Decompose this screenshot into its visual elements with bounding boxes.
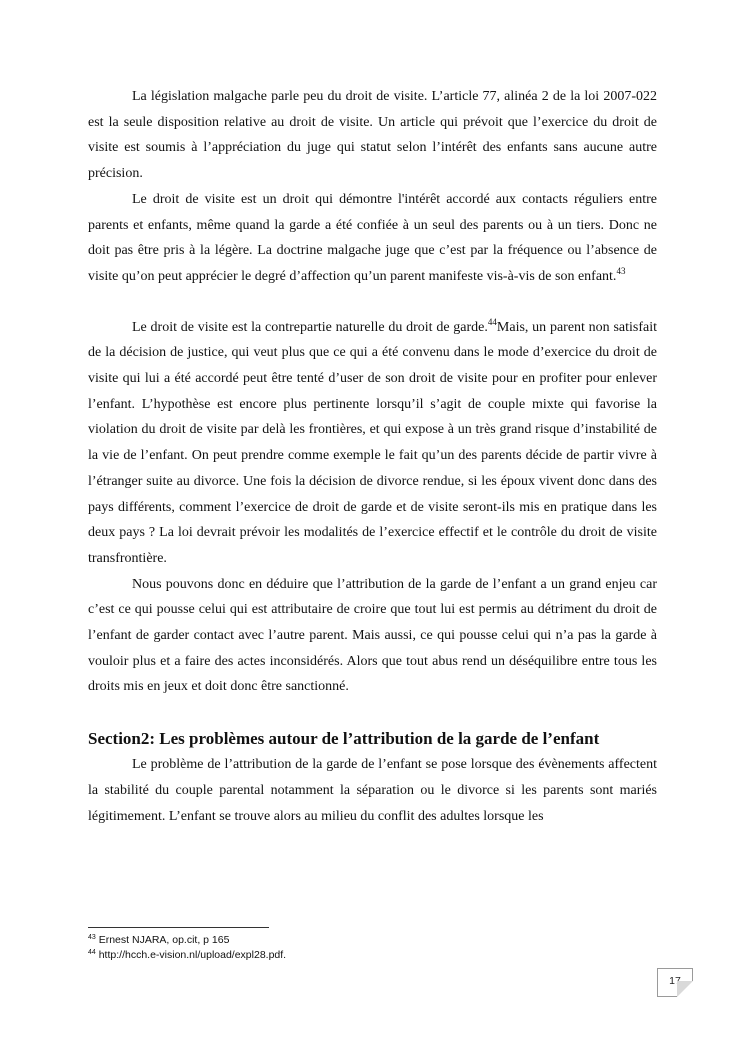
footnote-divider	[88, 927, 269, 928]
paragraph-text: Le droit de visite est un droit qui démontre l'intérêt accordé aux contacts réguliers entre parents et enfants, même quand la garde a été confiée à un seul des parents ou à un tiers. Donc ne doit pas être pris à la légère. La doctrine malgache juge que c’est par la fréquence ou l’absence de visite qu’on peut apprécier le degré d’affection qu’un parent manifeste vis-à-vis de son enfant.	[88, 191, 657, 284]
paragraph-text: La législation malgache parle peu du droit de visite. L’article 77, alinéa 2 de la loi 2007-022 est la seule disposition relative au droit de visite. Un article qui prévoit que l’exercice du droit de visite est soumis à l’appréciation du juge qui statut selon l’intérêt des enfants sans aucune autre précision.	[88, 89, 657, 182]
footnotes	[88, 933, 588, 962]
footnote-item	[88, 948, 588, 963]
paragraph-text: Le problème de l’attribution de la garde de l’enfant se pose lorsque des évènements affectent la stabilité du couple parental notamment la séparation ou le divorce si les parents sont mariés légitimement. L’enfant se trouve alors au milieu du conflit des adultes lorsque les	[88, 757, 657, 824]
paragraph-visitation-law	[88, 84, 657, 187]
footnote-item	[88, 933, 588, 948]
paragraph-custody-stakes	[88, 572, 657, 701]
footnote-text: Ernest NJARA, op.cit, p 165	[98, 934, 230, 946]
page-body	[88, 84, 657, 829]
footnote-number: 43	[88, 934, 96, 941]
paragraph-text: Le droit de visite est la contrepartie naturelle du droit de garde.	[132, 319, 488, 335]
page-number: 17	[669, 975, 681, 987]
footnote-ref-43[interactable]: 43	[616, 265, 626, 276]
paragraph-custody-problem	[88, 752, 657, 829]
section-heading: Section2: Les problèmes autour de l’attribution de la garde de l’enfant	[88, 729, 600, 749]
footnote-link[interactable]: http://hcch.e-vision.nl/upload/expl28.pdf.	[98, 948, 287, 961]
paragraph-text: Nous pouvons donc en déduire que l’attribution de la garde de l’enfant a un grand enjeu car c’est ce qui pousse celui qui est attributaire de croire que tout lui est permis au détriment du droit de l’enfant de garder contact avec l’autre parent. Mais aussi, ce qui pousse celui qui n’a pas la garde à vouloir plus et a faire des actes inconsidérés. Alors que tout abus rend un déséquilibre entre tous les droits mis en jeux et doit donc être sanctionné.	[88, 576, 657, 695]
footnote-ref-44[interactable]: 44	[487, 316, 497, 327]
paragraph-visitation-right	[88, 187, 657, 290]
paragraph-text: Mais, un parent non satisfait de la décision de justice, qui veut plus que ce qui a été convenu dans le mode d’exercice du droit de visite qui lui a été accordé peut être tenté d’user de son droit de visite pour en profiter pour enlever l’enfant. L’hypothèse est encore plus pertinente lorsqu’il s’agit de couple mixte qui favorise la violation du droit de visite par delà les frontières, et qui expose à un très grand risque d’instabilité de la vie de l’enfant. On peut prendre comme exemple le fait qu’un des parents décide de partir vivre à l’étranger suite au divorce. Une fois la décision de divorce rendue, si les époux vivent donc dans des pays différents, comment l’exercice de droit de garde et de visite seront-ils mis en pratique dans les deux pays ? La loi devrait prévoir les modalités de l’exercice effectif et le contrôle du droit de visite transfrontière.	[88, 319, 657, 566]
page-number-box	[657, 968, 693, 997]
footnote-number: 44	[88, 948, 96, 956]
paragraph-custody-counterpart	[88, 315, 657, 572]
